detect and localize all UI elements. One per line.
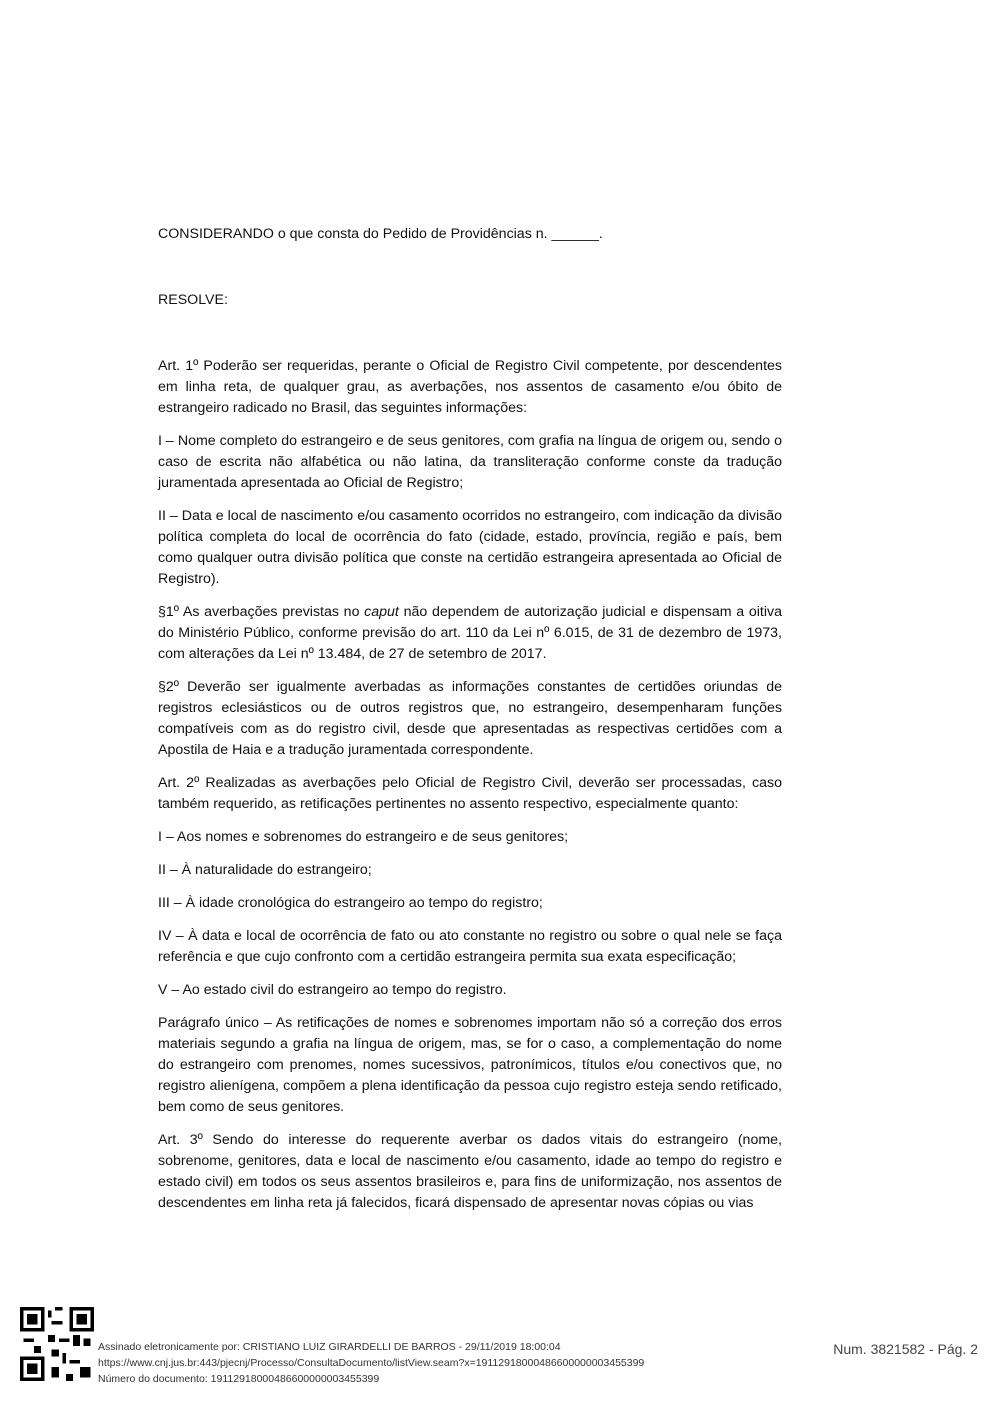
paragraph: Art. 1º Poderão ser requeridas, perante o Oficial de Registro Civil competente, por descendentes em linha reta, de qualquer grau, as averbações, nos assentos de casamento e/ou óbito de estrangeiro radicado no Brasil, das seguintes informações: bbox=[158, 358, 782, 416]
paragraph: §1º As averbações previstas no caput não dependem de autorização judicial e dispensam a oitiva do Ministério Público, conforme previsão do art. 110 da Lei nº 6.015, de 31 de dezembro de 1973, com alterações da Lei nº 13.484, de 27 de setembro de 2017. bbox=[158, 604, 782, 662]
signed-by: Assinado eletronicamente por: CRISTIANO LUIZ GIRARDELLI DE BARROS - 29/11/2019 18:00:04 bbox=[98, 1341, 561, 1353]
paragraph: V – Ao estado civil do estrangeiro ao tempo do registro. bbox=[158, 982, 507, 998]
paragraph: Art. 3º Sendo do interesse do requerente averbar os dados vitais do estrangeiro (nome, sobrenome, genitores, data e local de nascimento e/ou casamento, idade ao tempo do registro e estado civil) em todos os seus assentos brasileiros e, para fins de uniformização, nos assentos de descendentes em linha reta já falecidos, ficará dispensado de apresentar novas cópias ou vias bbox=[158, 1132, 782, 1211]
considerando-line: CONSIDERANDO o que consta do Pedido de Providências n. ______. bbox=[158, 226, 603, 242]
paragraph: I – Nome completo do estrangeiro e de seus genitores, com grafia na língua de origem ou, sendo o caso de escrita não alfabética ou não latina, da transliteração conforme conste da tradução juramentada apresentada ao Oficial de Registro; bbox=[158, 433, 782, 491]
document-number: Número do documento: 19112918000486600000003455399 bbox=[98, 1373, 380, 1385]
paragraph: Parágrafo único – As retificações de nomes e sobrenomes importam não só a correção dos erros materiais segundo a grafia na língua de origem, mas, se for o caso, a complementação do nome do estrangeiro com prenomes, nomes sucessivos, patronímicos, títulos e/ou conectivos que, no registro alienígena, compõem a plena identificação da pessoa cujo registro esteja sendo retificado, bem como de seus genitores. bbox=[158, 1015, 782, 1115]
paragraph: §2º Deverão ser igualmente averbadas as informações constantes de certidões oriundas de registros eclesiásticos ou de outros registros que, no estrangeiro, desempenharam funções compatíveis com as do registro civil, desde que apresentadas as respectivas certidões com a Apostila de Haia e a tradução juramentada correspondente. bbox=[158, 679, 782, 758]
paragraph: III – À idade cronológica do estrangeiro ao tempo do registro; bbox=[158, 895, 543, 911]
paragraph: I – Aos nomes e sobrenomes do estrangeiro e de seus genitores; bbox=[158, 829, 569, 845]
paragraph: II – À naturalidade do estrangeiro; bbox=[158, 862, 372, 878]
page-number: Num. 3821582 - Pág. 2 bbox=[833, 1341, 978, 1357]
qr-code bbox=[20, 1307, 94, 1381]
document-url: https://www.cnj.jus.br:443/pjecnj/Processo/ConsultaDocumento/listView.seam?x=19112918000486600000003455399 bbox=[98, 1357, 645, 1369]
document-body bbox=[158, 356, 782, 1226]
resolve-heading: RESOLVE: bbox=[158, 292, 228, 308]
paragraph: II – Data e local de nascimento e/ou casamento ocorridos no estrangeiro, com indicação da divisão política completa do local de ocorrência do fato (cidade, estado, província, região e país, bem como qualquer outra divisão política que conste na certidão estrangeira apresentada ao Oficial de Registro). bbox=[158, 508, 782, 587]
paragraph: IV – À data e local de ocorrência de fato ou ato constante no registro ou sobre o qual nele se faça referência e que cujo confronto com a certidão estrangeira permita sua exata especificação; bbox=[158, 928, 782, 965]
paragraph: Art. 2º Realizadas as averbações pelo Oficial de Registro Civil, deverão ser processadas, caso também requerido, as retificações pertinentes no assento respectivo, especialmente quanto: bbox=[158, 775, 782, 812]
signature-footer bbox=[98, 1339, 644, 1387]
